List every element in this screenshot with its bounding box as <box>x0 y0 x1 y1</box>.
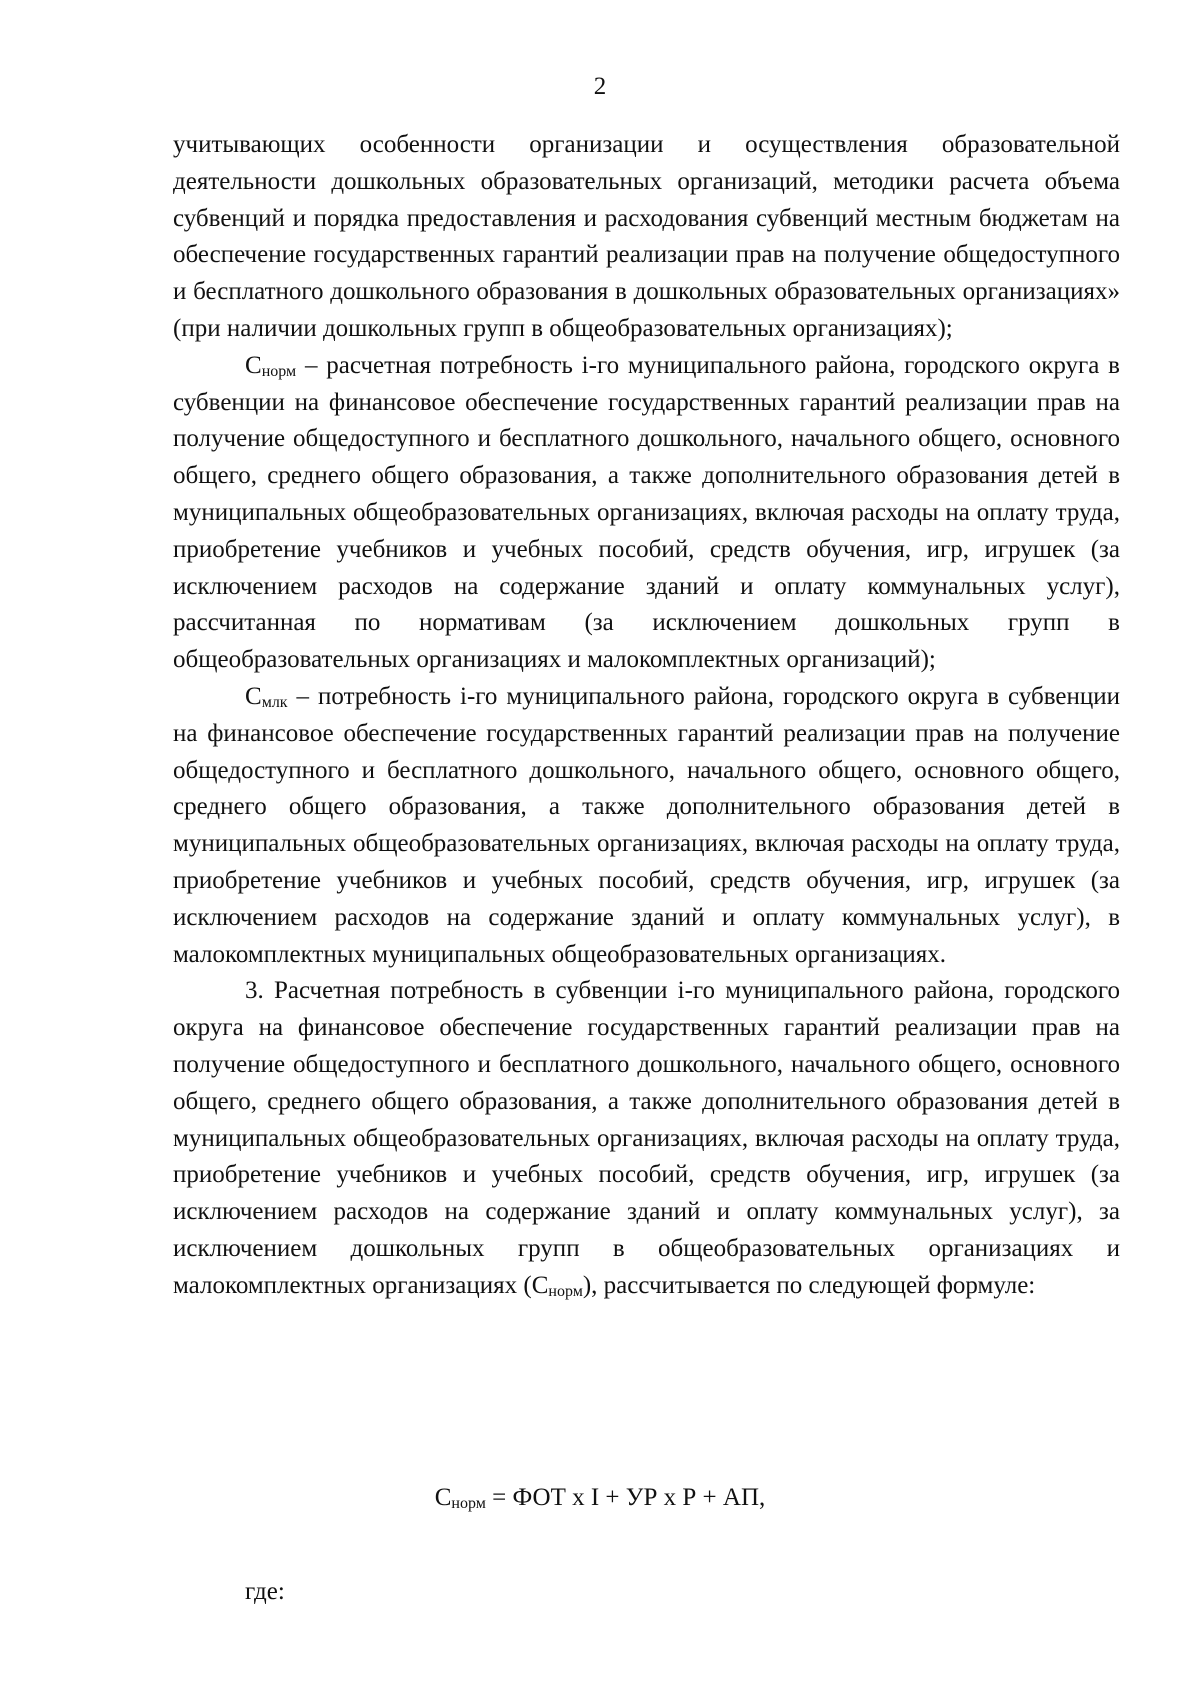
term-subscript: норм <box>548 1282 583 1300</box>
term-symbol: С <box>245 351 262 379</box>
paragraph-definition-cnorm <box>173 348 1120 679</box>
paragraph-continuation <box>173 127 1120 348</box>
page-number: 2 <box>593 73 607 100</box>
term-subscript: норм <box>261 362 297 380</box>
where-label: где: <box>245 1578 285 1605</box>
paragraph-text: – расчетная потребность i-го муниципального района, городского округа в субвенции на финансовое обеспечение государственных гарантий реализации прав на получение общедоступного и бесплатного дошкольного, начального общего, основного общего, среднего общего образования, а также дополнительного образования детей в муниципальных общеобразовательных организациях, включая расходы на оплату труда, приобретение учебников и учебных пособий, средств обучения, игр, игрушек (за исключением расходов на содержание зданий и оплату коммунальных услуг), рассчитанная по нормативам (за исключением дошкольных групп в общеобразовательных организациях и малокомплектных организаций); <box>173 351 1120 674</box>
paragraph-text-end: ), рассчитывается по следующей формуле: <box>582 1271 1036 1299</box>
formula <box>0 1480 1200 1516</box>
paragraph-text: учитывающих особенности организации и осуществления образовательной деятельности дошкольных образовательных организаций, методики расчета объема субвенций и порядка предоставления и расходования субвенций местным бюджетам на обеспечение государственных гарантий реализации прав на получение общедоступного и бесплатного дошкольного образования в дошкольных образовательных организациях» (при наличии дошкольных групп в общеобразовательных организациях); <box>173 131 1120 342</box>
term-symbol: С <box>245 682 262 710</box>
document-body <box>173 127 1120 1305</box>
formula-lhs: С <box>434 1484 452 1511</box>
paragraph-definition-cmlk <box>173 679 1120 973</box>
paragraph-item-3 <box>173 973 1120 1304</box>
paragraph-text: – потребность i-го муниципального района, городского округа в субвенции на финансовое обеспечение государственных гарантий реализации прав на получение общедоступного и бесплатного дошкольного, начального общего, основного общего, среднего общего образования, а также дополнительного образования детей в муниципальных общеобразовательных организациях, включая расходы на оплату труда, приобретение учебников и учебных пособий, средств обучения, игр, игрушек (за исключением расходов на содержание зданий и оплату коммунальных услуг), в малокомплектных муниципальных общеобразовательных организациях. <box>173 682 1120 968</box>
formula-rhs: = ФОТ x I + УР x Р + АП, <box>485 1484 766 1511</box>
term-subscript: млк <box>261 693 288 711</box>
formula-lhs-subscript: норм <box>451 1495 486 1512</box>
paragraph-text: 3. Расчетная потребность в субвенции i-го муниципального района, городского округа на финансовое обеспечение государственных гарантий реализации прав на получение общедоступного и бесплатного дошкольного, начального общего, основного общего, среднего общего образования, а также дополнительного образования детей в муниципальных общеобразовательных организациях, включая расходы на оплату труда, приобретение учебников и учебных пособий, средств обучения, игр, игрушек (за исключением расходов на содержание зданий и оплату коммунальных услуг), за исключением дошкольных групп в общеобразовательных организациях и малокомплектных организациях (С <box>173 977 1120 1299</box>
